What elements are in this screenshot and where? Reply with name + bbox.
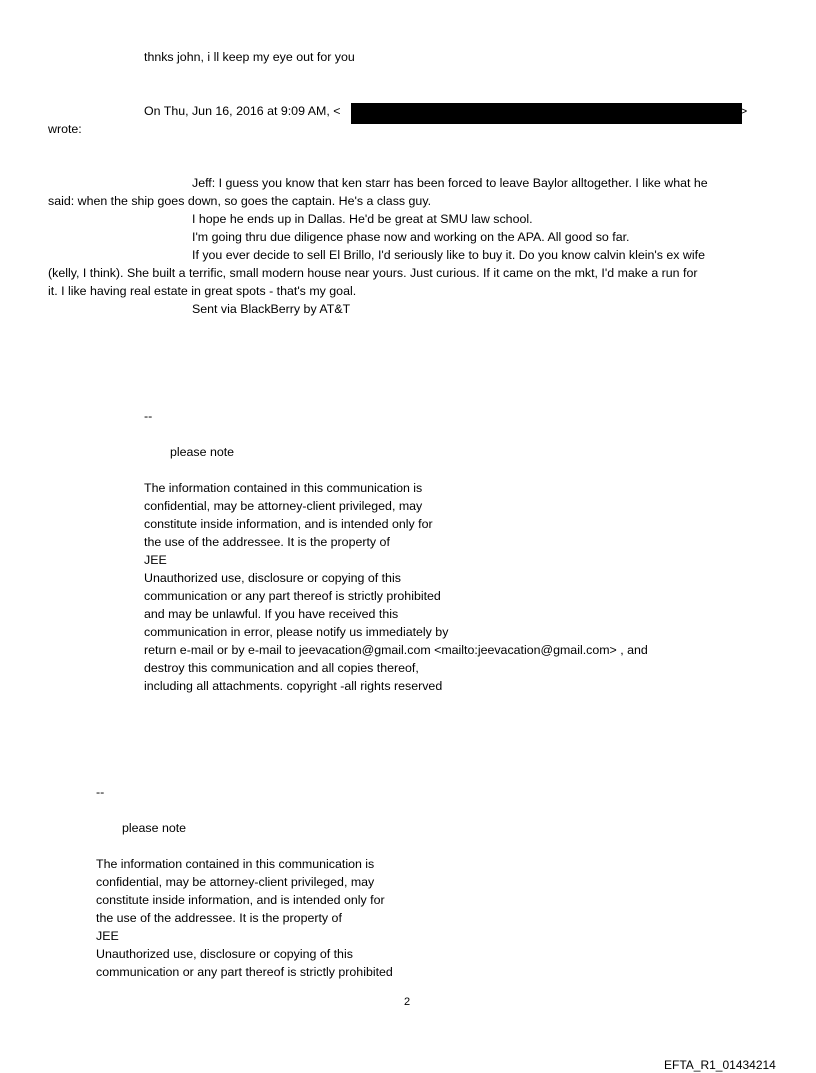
- footer2-line: JEE: [96, 929, 119, 943]
- quoted-line: it. I like having real estate in great spots - that's my goal.: [48, 284, 357, 298]
- quote-date-line: On Thu, Jun 16, 2016 at 9:09 AM, <: [144, 104, 341, 118]
- footer1-line: The information contained in this communication is: [144, 481, 423, 495]
- footer2-separator: --: [96, 785, 105, 799]
- footer1-line: confidential, may be attorney-client privileged, may: [144, 499, 423, 513]
- quote-wrote: wrote:: [48, 122, 82, 136]
- footer2-line: confidential, may be attorney-client privileged, may: [96, 875, 375, 889]
- footer1-line: including all attachments. copyright -all rights reserved: [144, 679, 443, 693]
- footer1-note-title: please note: [170, 445, 235, 459]
- quoted-line: Jeff: I guess you know that ken starr has been forced to leave Baylor alltogether. I like what he: [192, 176, 708, 190]
- page-number: 2: [404, 996, 411, 1008]
- quoted-line: I hope he ends up in Dallas. He'd be great at SMU law school.: [192, 212, 533, 226]
- footer1-line: communication or any part thereof is strictly prohibited: [144, 589, 441, 603]
- quote-redaction-close: >: [740, 104, 748, 118]
- footer1-line: JEE: [144, 553, 167, 567]
- footer1-line: communication in error, please notify us immediately by: [144, 625, 449, 639]
- footer2-line: the use of the addressee. It is the property of: [96, 911, 342, 925]
- quoted-signature: Sent via BlackBerry by AT&T: [192, 302, 351, 316]
- quoted-line: If you ever decide to sell El Brillo, I'd seriously like to buy it. Do you know calvin klein's ex wife: [192, 248, 705, 262]
- document-id: EFTA_R1_01434214: [664, 1058, 776, 1072]
- reply-line: thnks john, i ll keep my eye out for you: [144, 50, 355, 64]
- footer1-line: the use of the addressee. It is the property of: [144, 535, 390, 549]
- redaction-bar: [351, 103, 742, 124]
- footer1-email-line: return e-mail or by e-mail to jeevacation@gmail.com <mailto:jeevacation@gmail.com> , and: [144, 643, 648, 657]
- footer2-line: communication or any part thereof is strictly prohibited: [96, 965, 393, 979]
- footer1-line: Unauthorized use, disclosure or copying of this: [144, 571, 401, 585]
- footer1-line: destroy this communication and all copies thereof,: [144, 661, 419, 675]
- footer2-note-title: please note: [122, 821, 187, 835]
- quoted-line: (kelly, I think). She built a terrific, small modern house near yours. Just curious. If it came on the mkt, I'd make a run for: [48, 266, 698, 280]
- footer2-line: Unauthorized use, disclosure or copying of this: [96, 947, 353, 961]
- footer1-line: constitute inside information, and is intended only for: [144, 517, 433, 531]
- footer2-line: The information contained in this communication is: [96, 857, 375, 871]
- quoted-line: said: when the ship goes down, so goes the captain. He's a class guy.: [48, 194, 432, 208]
- footer2-line: constitute inside information, and is intended only for: [96, 893, 385, 907]
- quoted-line: I'm going thru due diligence phase now and working on the APA. All good so far.: [192, 230, 630, 244]
- footer1-line: and may be unlawful. If you have received this: [144, 607, 399, 621]
- footer1-separator: --: [144, 409, 153, 423]
